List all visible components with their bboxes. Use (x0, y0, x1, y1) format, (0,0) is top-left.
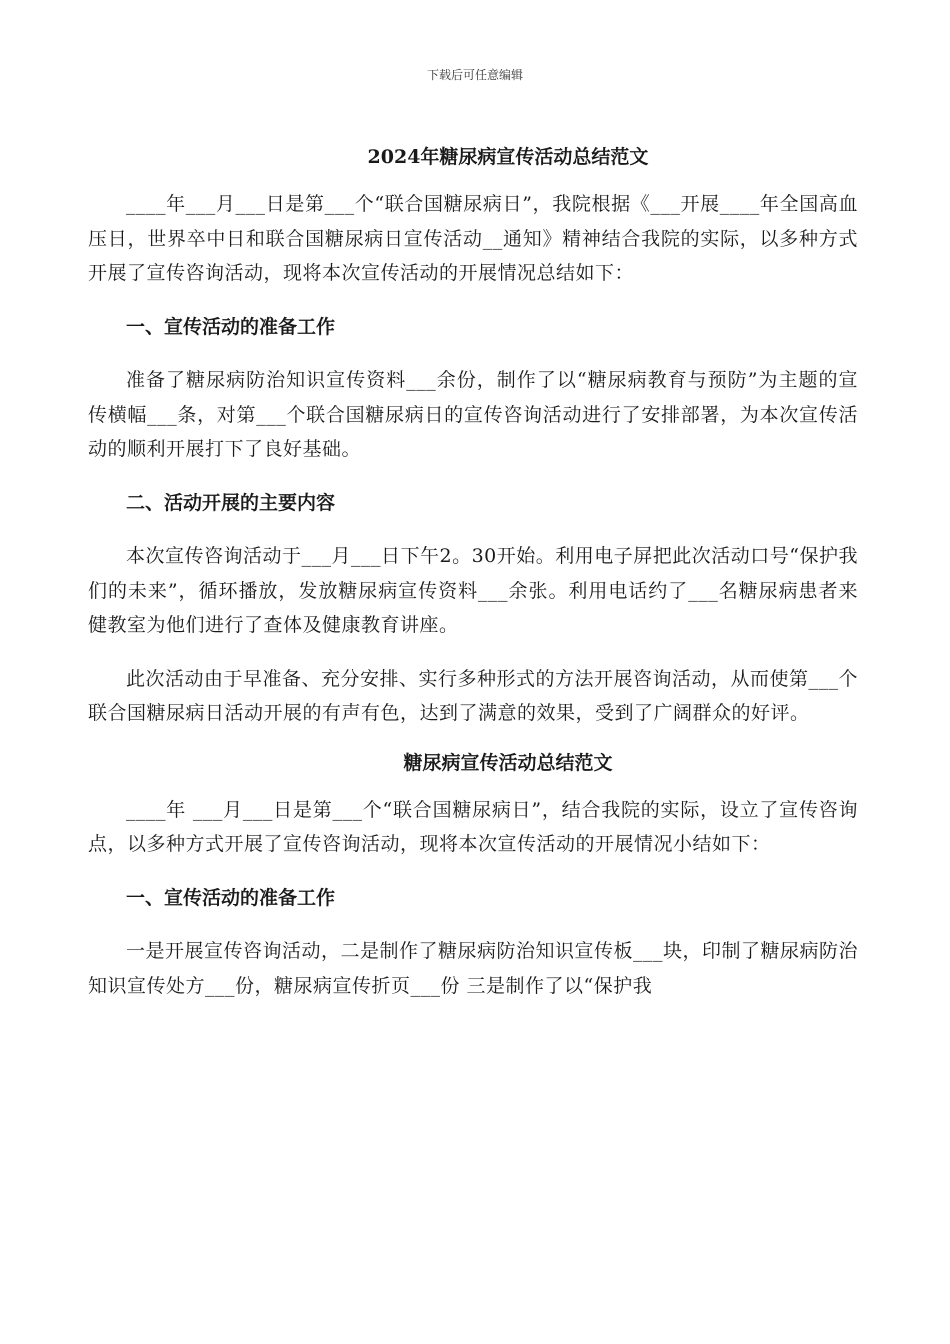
second-intro-paragraph: ____年 ___月___日是第___个“联合国糖尿病日”，结合我院的实际，设立了宣传咨询点，以多种方式开展了宣传咨询活动，现将本次宣传活动的开展情况小结如下： (88, 798, 858, 855)
document-body (88, 139, 858, 1003)
second-preparation-paragraph: 一是开展宣传咨询活动，二是制作了糖尿病防治知识宣传板___块，印制了糖尿病防治知识宣传处方___份，糖尿病宣传折页___份 三是制作了以“保护我 (88, 940, 859, 997)
preparation-paragraph: 准备了糖尿病防治知识宣传资料___余份，制作了以“糖尿病教育与预防”为主题的宣传横幅___条，对第___个联合国糖尿病日的宣传咨询活动进行了安排部署，为本次宣传活动的顺利开展打下了良好基础。 (88, 369, 858, 460)
second-document-title: 糖尿病宣传活动总结范文 (403, 751, 613, 774)
section-heading-preparation: 一、宣传活动的准备工作 (126, 315, 336, 338)
page-header-note: 下载后可任意编辑 (426, 68, 523, 82)
intro-paragraph: ____年___月___日是第___个“联合国糖尿病日”，我院根据《___开展____年全国高血压日，世界卒中日和联合国糖尿病日宣传活动__通知》精神结合我院的实际，以多种方式开展了宣传咨询活动，现将本次宣传活动的开展情况总结如下： (88, 193, 858, 284)
document-title: 2024年糖尿病宣传活动总结范文 (367, 146, 649, 168)
summary-paragraph: 此次活动由于早准备、充分安排、实行多种形式的方法开展咨询活动，从而使第___个联合国糖尿病日活动开展的有声有色，达到了满意的效果，受到了广阔群众的好评。 (88, 667, 859, 724)
second-section-heading-preparation: 一、宣传活动的准备工作 (126, 886, 336, 909)
section-heading-main-content: 二、活动开展的主要内容 (126, 491, 336, 514)
main-content-paragraph: 本次宣传咨询活动于___月___日下午2。30开始。利用电子屏把此次活动口号“保护我们的未来”，循环播放，发放糖尿病宣传资料___余张。利用电话约了___名糖尿病患者来健教室为他们进行了查体及健康教育讲座。 (88, 545, 858, 636)
